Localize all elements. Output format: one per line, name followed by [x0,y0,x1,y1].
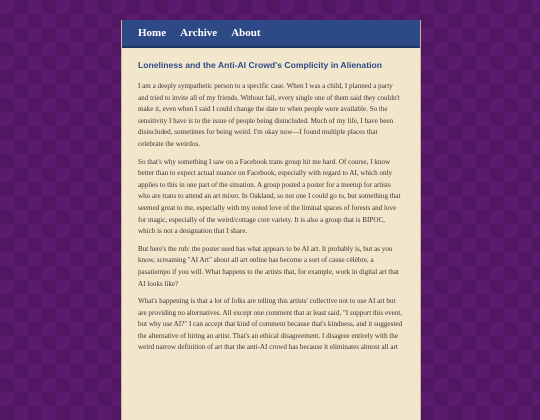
post-paragraph: I am a deeply sympathetic person to a specific case. When I was a child, I planned a party and tried to invite all of my friends. Without fail, every single one of them said they couldn't make it, even when I said I could change the date to when people were available. So the sensitivity I have is to the issue of people being disincluded. Much of my life, I have been disincluded, sometimes for being weird. I'm okay now—I found multiple places that celebrate the weirdos. [138,82,400,148]
post-paragraph: What's happening is that a lot of folks are telling this artists' collective not to use AI art but are providing no alternatives. All except one comment that at least said, "I support this event, but why use AI?" I can accept that kind of comment because that's kindness, and it suggested the alternative of hiring an artist. That's an ethical disagreement. I disagree entirely with the weird narrow definition of art that the anti-AI crowd has because it eliminates almost all art [138,297,403,352]
top-nav [122,20,420,48]
nav-archive-link[interactable]: Archive [180,27,218,39]
post-paragraph: So that's why something I saw on a Facebook trans group hit me hard. Of course, I know better than to expect actual nuance on Facebook, especially with regard to AI, which only applies to this in one part of the situation. A group posted a poster for a meetup for artists who are trans to attend an art mixer. In Oakland, so not one I could go to, but something that seemed great to me, especially with my noted love of the liminal spaces of forests and love for magic, especially of the weird/cottage core variety. It is also a group that is BIPOC, which is not a designation that I share. [138,157,401,236]
page-container [121,20,421,420]
nav-about-link[interactable]: About [231,27,261,39]
post-article [122,48,420,354]
nav-home-link[interactable]: Home [138,27,167,39]
post-title: Loneliness and the Anti-AI Crowd's Complicity in Alienation [138,60,382,70]
post-paragraph: But here's the rub: the poster used has what appears to be AI art. It probably is, but as you know, screaming "AI Art" about all art online has become a sort of cause célèbre, a pasatiempo if you will. What happens to the artists that, for example, work in digital art that AI looks like? [138,244,399,288]
